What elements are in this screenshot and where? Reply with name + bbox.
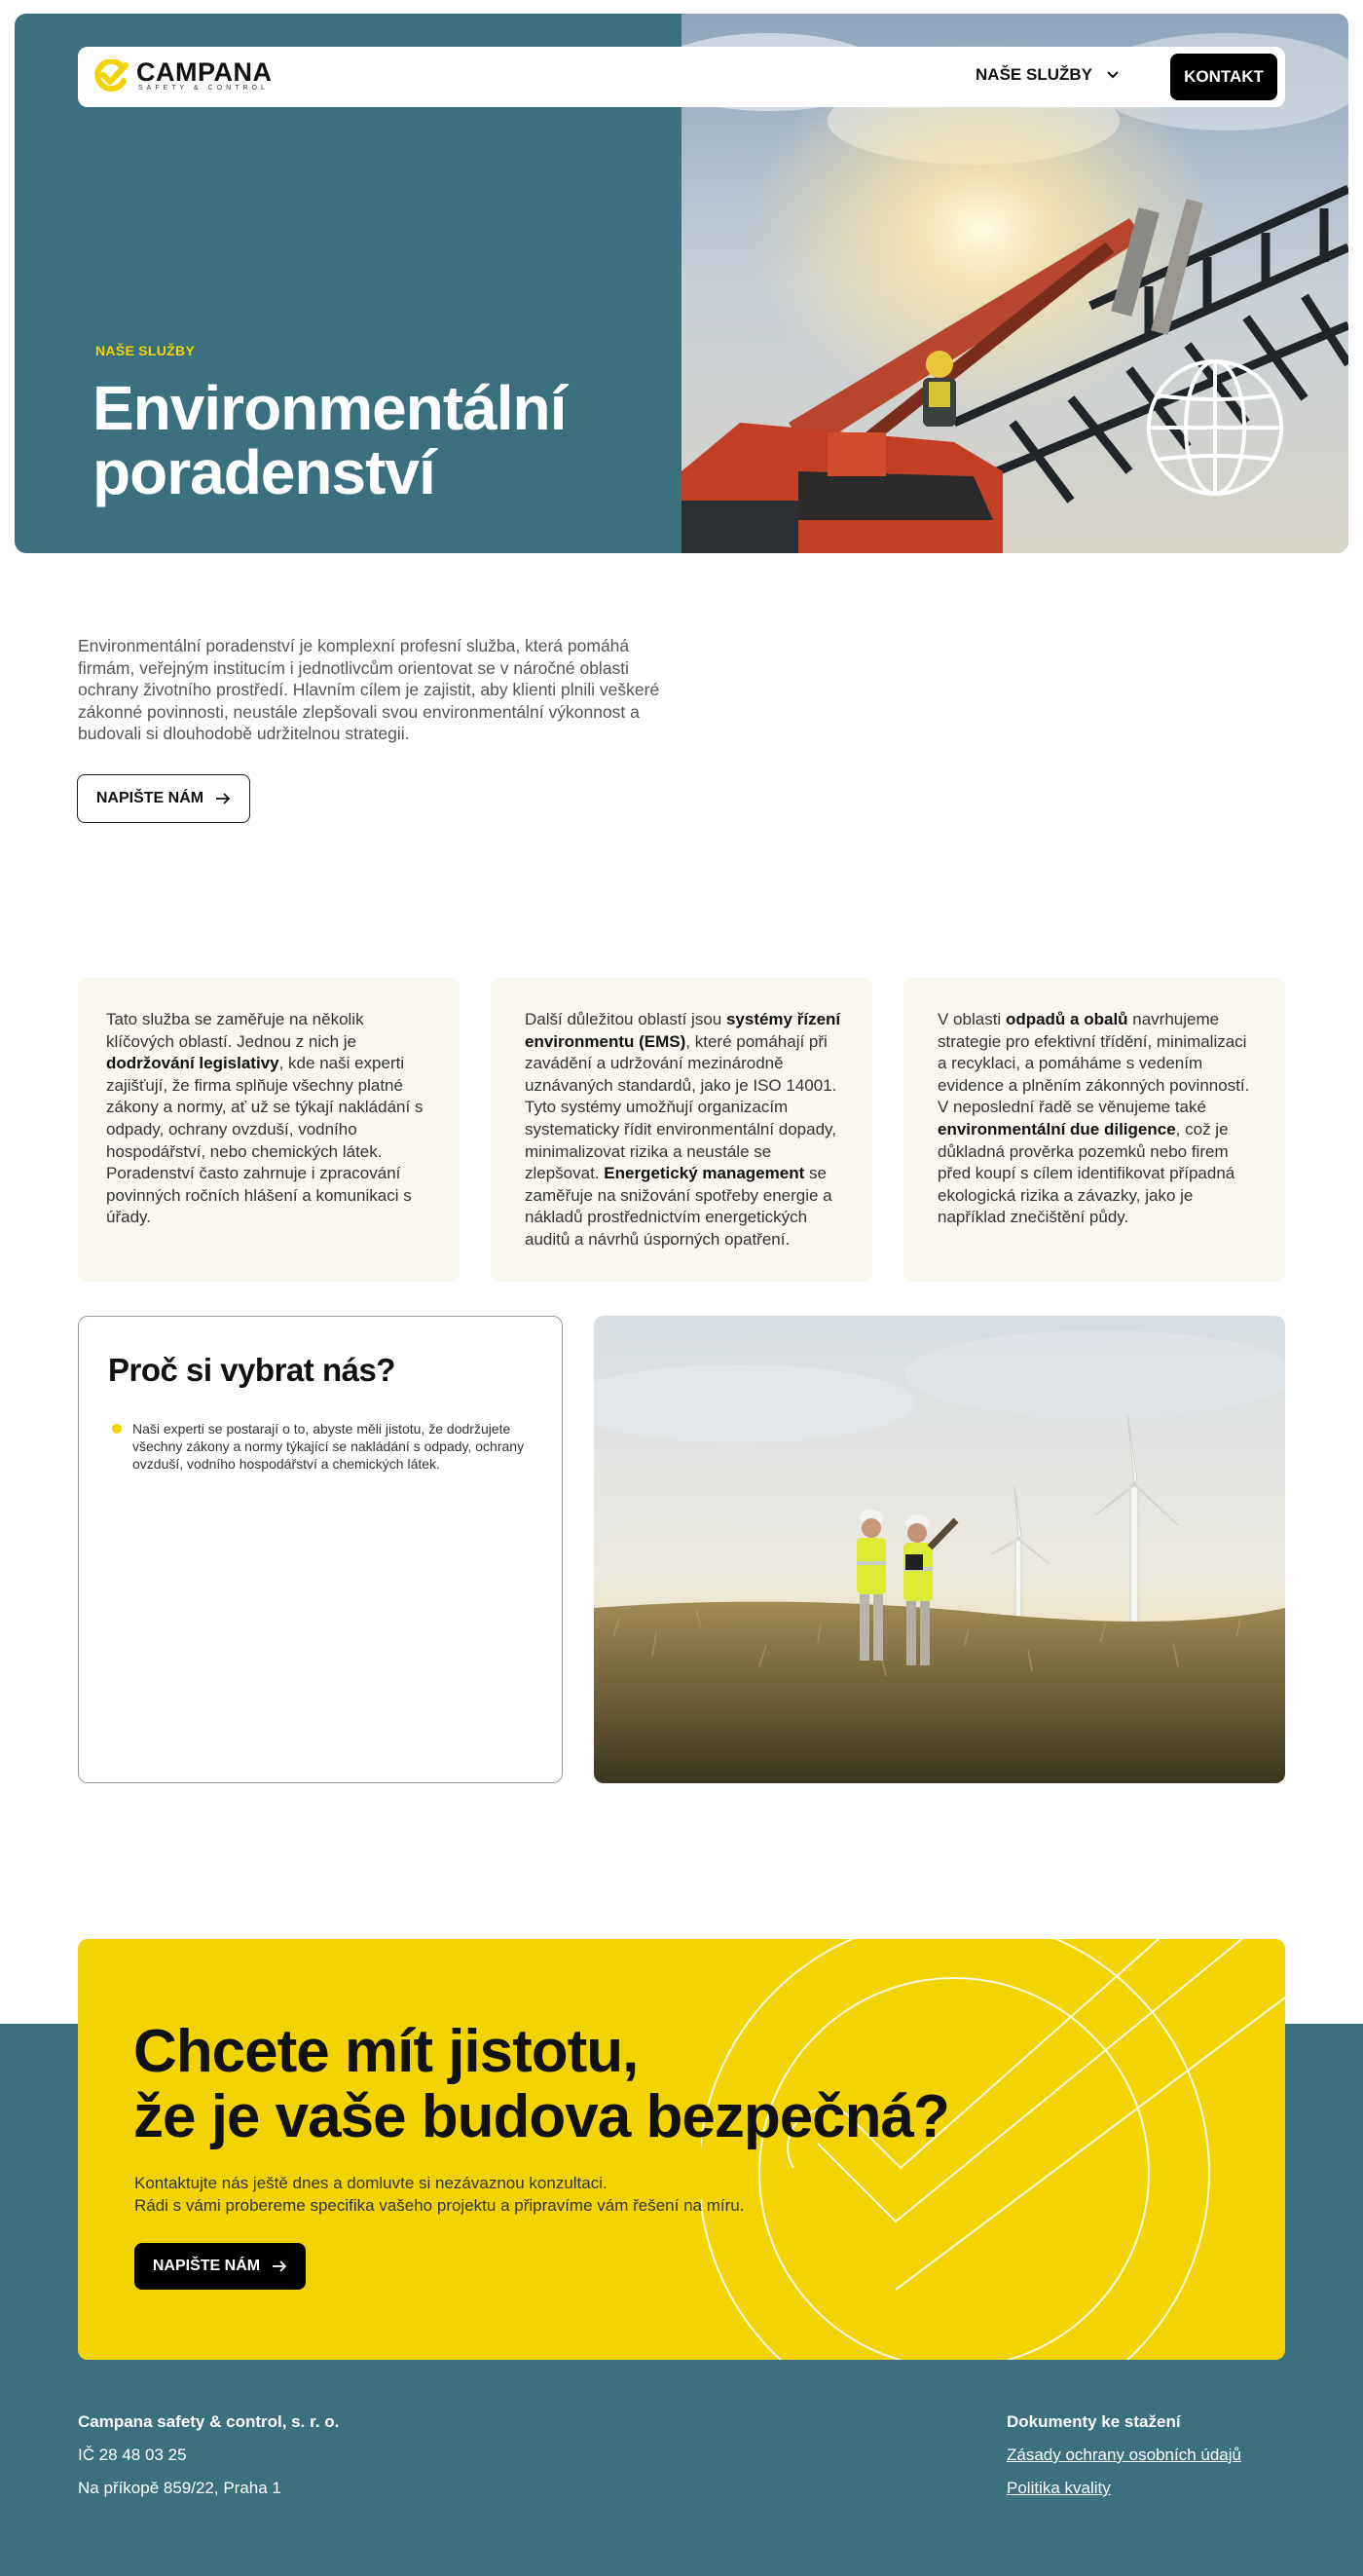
cta-title-line1: Chcete mít jistotu, bbox=[133, 2018, 639, 2085]
nav-services-label: NAŠE SLUŽBY bbox=[976, 65, 1092, 84]
card-highlight: odpadů a obalů bbox=[1005, 1010, 1128, 1028]
card-highlight: dodržování legislativy bbox=[106, 1054, 279, 1073]
campana-logo[interactable] bbox=[93, 59, 273, 93]
chevron-down-icon bbox=[1106, 70, 1120, 80]
card-text: V oblasti bbox=[938, 1010, 1006, 1028]
footer-docs-title: Dokumenty ke stažení bbox=[1007, 2412, 1181, 2431]
page-title-line2: poradenství bbox=[92, 437, 435, 507]
card-highlight: systémy řízení environmentu (EMS) bbox=[525, 1010, 841, 1051]
cta-text-line2: Rádi s vámi probereme specifika vašeho projektu a připravíme vám řešení na míru. bbox=[134, 2195, 745, 2215]
logo-name: CAMPANA bbox=[136, 57, 273, 87]
arrow-right-icon bbox=[272, 2259, 287, 2273]
card-highlight: environmentální due diligence bbox=[938, 1119, 1176, 1139]
cta-box bbox=[78, 1939, 1285, 2360]
service-card-legislation bbox=[78, 978, 460, 1282]
logo-tagline: SAFETY & CONTROL bbox=[138, 85, 269, 92]
write-us-button-label: NAPIŠTE NÁM bbox=[95, 790, 204, 806]
page-title-line1: Environmentální bbox=[92, 373, 567, 443]
hero-eyebrow: NAŠE SLUŽBY bbox=[95, 343, 196, 358]
why-us-title: Proč si vybrat nás? bbox=[108, 1352, 395, 1388]
nav-services-dropdown[interactable] bbox=[976, 65, 1120, 85]
privacy-policy-link[interactable]: Zásady ochrany osobních údajů bbox=[1007, 2445, 1241, 2464]
card-text: se zaměřuje na snižování spotřeby energie a nákladů prostřednictvím energetických auditů a návrhů úsporných opatření. bbox=[525, 1164, 832, 1249]
page-title bbox=[92, 373, 638, 507]
card-text: , což je důkladná prověrka pozemků nebo firem před koupí s cílem identifikovat případná ekologická rizika a závazky, jako je například znečištění půdy. bbox=[938, 1119, 1235, 1227]
card-text: , které pomáhají při zavádění a udržování mezinárodně uznávaných standardů, jako je ISO 14001. Tyto systémy umožňují organizacím systematicky řídit environmentální dopady, minimalizovat rizika a neustále se zlepšovat. bbox=[525, 1031, 837, 1183]
globe-icon bbox=[1149, 361, 1281, 494]
engineers-wind-turbines-image bbox=[594, 1316, 1285, 1783]
why-us-bullet: Naši experti se postarají o to, abyste měli jistotu, že dodržujete všechny zákony a normy týkající se nakládání s odpady, ochrany ovzduší, vodního hospodářství a chemických látek. bbox=[132, 1421, 525, 1472]
footer-company-name: Campana safety & control, s. r. o. bbox=[78, 2412, 340, 2431]
service-card-ems bbox=[491, 978, 872, 1282]
wind-farm-photo bbox=[594, 1316, 1285, 1783]
card-text: navrhujeme strategie pro efektivní třídění, minimalizaci a recyklaci, a pomáháme s vedením evidence a plněním zákonných povinností. V neposlední řadě se věnujeme také bbox=[938, 1010, 1250, 1117]
card-text: , kde naši experti zajišťují, že firma splňuje všechny platné zákony a normy, ať už se týkají nakládání s odpady, ochrany ovzduší, vodního hospodářství, nebo chemických látek. Poradenství často zahrnuje i zpracování povinných ročních hlášení a komunikaci s úřady. bbox=[106, 1054, 424, 1227]
card-text: Tato služba se zaměřuje na několik klíčových oblastí. Jednou z nich je bbox=[106, 1010, 364, 1051]
intro-paragraph: Environmentální poradenství je komplexní profesní služba, která pomáhá firmám, veřejným institucím i jednotlivcům orientovat se v náročné oblasti ochrany životního prostředí. Hlavním cílem je zajistit, aby klienti plnili veškeré zákonné povinnosti, neustále zlepšovali svou environmentální výkonnost a budovali si dlouhodobě udržitelnou strategii. bbox=[78, 636, 660, 743]
why-us-box bbox=[78, 1316, 563, 1783]
campana-logo-check-icon bbox=[93, 59, 129, 93]
write-us-button[interactable] bbox=[77, 774, 250, 823]
service-card-waste bbox=[903, 978, 1285, 1282]
card-text: Další důležitou oblastí jsou bbox=[525, 1010, 726, 1028]
arrow-right-icon bbox=[215, 792, 231, 805]
bullet-dot-icon bbox=[112, 1424, 122, 1434]
footer-address: Na příkopě 859/22, Praha 1 bbox=[78, 2479, 281, 2497]
cta-write-us-button[interactable] bbox=[134, 2243, 306, 2290]
card-highlight: Energetický management bbox=[604, 1164, 805, 1183]
cta-button-label: NAPIŠTE NÁM bbox=[152, 2258, 261, 2274]
cta-title-line2: že je vaše budova bezpečná? bbox=[133, 2083, 949, 2150]
footer-ic: IČ 28 48 03 25 bbox=[78, 2445, 187, 2464]
top-navbar bbox=[78, 47, 1285, 107]
cta-title bbox=[133, 2019, 949, 2149]
contact-button[interactable]: KONTAKT bbox=[1170, 54, 1277, 100]
cta-text-line1: Kontaktujte nás ještě dnes a domluvte si nezávaznou konzultaci. bbox=[134, 2174, 608, 2192]
cta-description bbox=[134, 2173, 744, 2217]
quality-policy-link[interactable]: Politika kvality bbox=[1007, 2479, 1111, 2497]
